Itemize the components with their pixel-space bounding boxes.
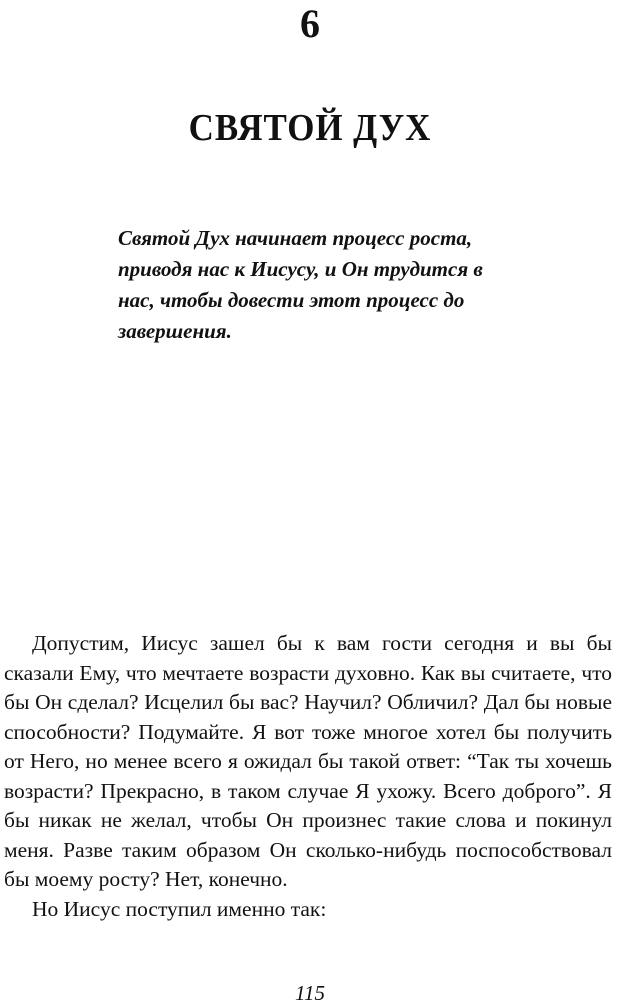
body-paragraph: Допустим, Иисус зашел бы к вам гости сегодня и вы бы сказали Ему, что мечтаете возрасти духовно. Как вы считаете, что бы Он сделал? Исцелил бы вас? Научил? Обличил? Дал бы новые способности? Подумайте. Я вот тоже многое хотел бы получить от Него, но менее всего я ожидал бы такой ответ: “Так ты хочешь возрасти? Прекрасно, в таком случае Я ухожу. Всего доброго”. Я бы никак не желал, чтобы Он произнес такие слова и покинул меня. Разве таким образом Он сколько-нибудь поспособствовал бы моему росту? Нет, конечно. <box>4 631 612 891</box>
epigraph: Святой Дух начинает процесс роста, приводя нас к Иисусу, и Он трудится в нас, чтобы довести этот процесс до завершения. <box>118 226 483 343</box>
chapter-number: 6 <box>300 1 320 46</box>
page-number: 115 <box>295 981 325 1005</box>
body-paragraph: Но Иисус поступил именно так: <box>32 896 327 921</box>
chapter-title: СВЯТОЙ ДУХ <box>188 107 432 149</box>
body-text <box>4 629 612 924</box>
